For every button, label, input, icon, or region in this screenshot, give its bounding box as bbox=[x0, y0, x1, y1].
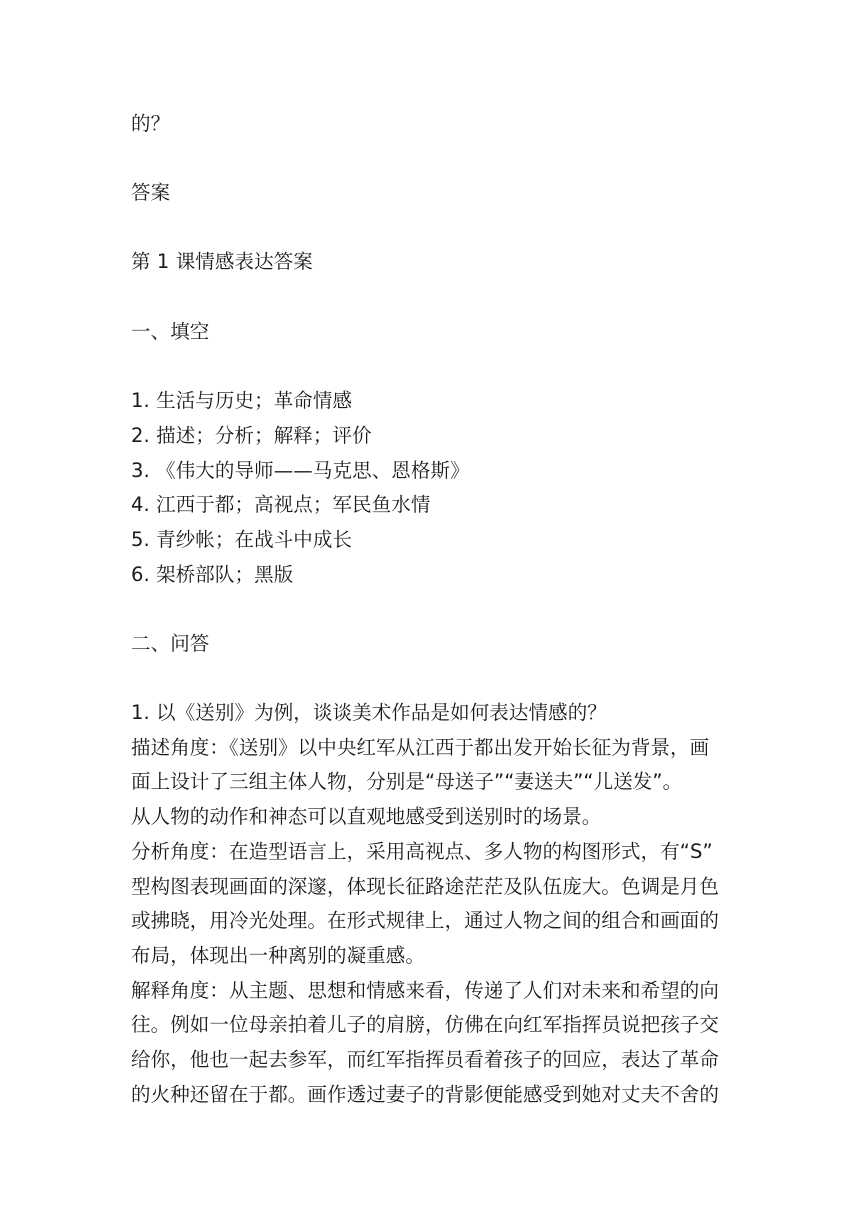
fill-blank-answer-2: 2. 描述；分析；解释；评价 bbox=[131, 424, 372, 447]
question-1: 1. 以《送别》为例，谈谈美术作品是如何表达情感的？ bbox=[131, 701, 607, 724]
paragraph-line: 面上设计了三组主体人物，分别是“母送子”“妻送夫”“儿送发”。 bbox=[131, 770, 683, 793]
fill-blank-answer-1: 1. 生活与历史；革命情感 bbox=[131, 389, 353, 412]
answer-heading: 答案 bbox=[131, 181, 171, 204]
paragraph-line: 从人物的动作和神态可以直观地感受到送别时的场景。 bbox=[131, 805, 602, 828]
section-heading-qa: 二、问答 bbox=[131, 632, 210, 655]
paragraph-line: 型构图表现画面的深邃，体现长征路途茫茫及队伍庞大。色调是月色 bbox=[131, 875, 720, 898]
section-heading-fill-blank: 一、填空 bbox=[131, 320, 210, 343]
paragraph-line: 或拂晓，用冷光处理。在形式规律上，通过人物之间的组合和画面的 bbox=[131, 909, 720, 932]
fill-blank-answer-6: 6. 架桥部队；黑版 bbox=[131, 563, 294, 586]
paragraph-line: 的火种还留在于都。画作透过妻子的背影便能感受到她对丈夫不舍的 bbox=[131, 1083, 720, 1106]
fill-blank-answer-3: 3. 《伟大的导师——马克思、恩格斯》 bbox=[131, 459, 470, 482]
paragraph-line: 布局，体现出一种离别的凝重感。 bbox=[131, 944, 426, 967]
fill-blank-answer-4: 4. 江西于都；高视点；军民鱼水情 bbox=[131, 493, 431, 516]
paragraph-line: 给你，他也一起去参军，而红军指挥员看着孩子的回应，表达了革命 bbox=[131, 1048, 720, 1071]
paragraph-line: 分析角度：在造型语言上，采用高视点、多人物的构图形式，有“S” bbox=[131, 840, 713, 863]
text-line: 的？ bbox=[131, 112, 171, 135]
paragraph-line: 解释角度：从主题、思想和情感来看，传递了人们对未来和希望的向 bbox=[131, 979, 720, 1002]
lesson-title: 第 1 课情感表达答案 bbox=[131, 250, 313, 273]
paragraph-line: 描述角度：《送别》以中央红军从江西于都出发开始长征为背景，画 bbox=[131, 736, 710, 759]
fill-blank-answer-5: 5. 青纱帐；在战斗中成长 bbox=[131, 528, 353, 551]
paragraph-line: 往。例如一位母亲拍着儿子的肩膀，仿佛在向红军指挥员说把孩子交 bbox=[131, 1013, 720, 1036]
